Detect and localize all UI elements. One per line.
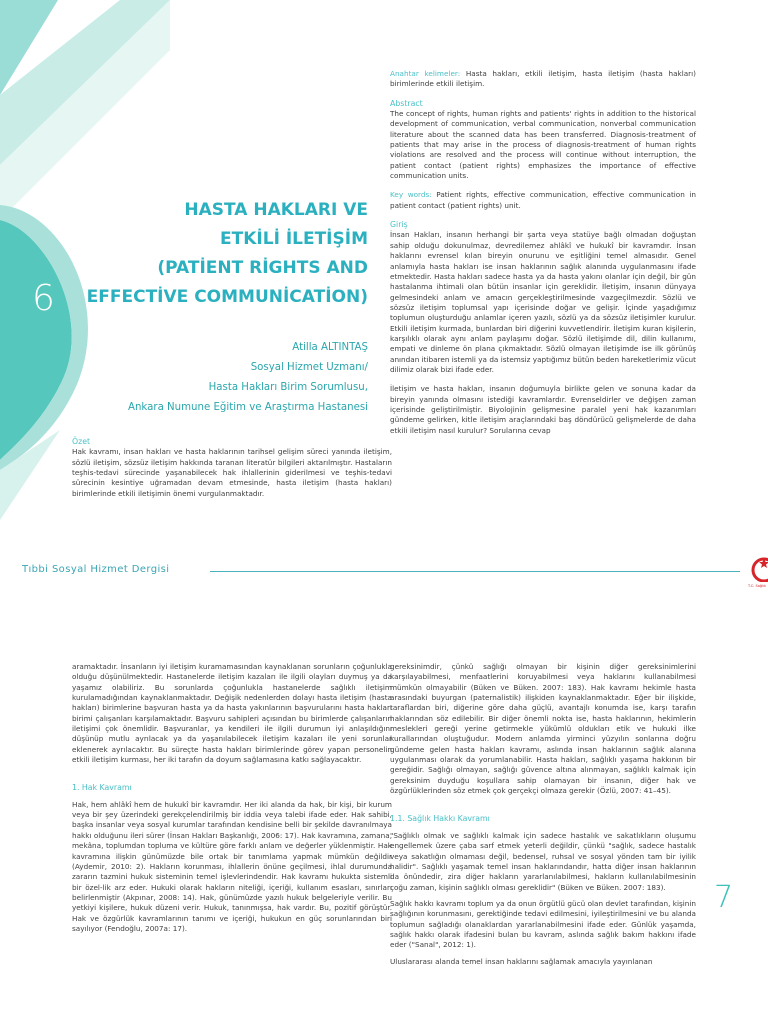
author-role: Sosyal Hizmet Uzmanı/ xyxy=(250,362,368,373)
hak-paragraph: Hak, hem ahlâkî hem de hukukî bir kavramdır. Her iki alanda da hak, bir kişi, bir kurum veya bir şey üzerindeki gerekçelendirilmiş bir iddia veya talebi ifade eder. Hak sahibi, başka insanlar veya sosyal kurumlar tarafından kendisine belli bir şekilde davranılmaya hakkı olduğunu ileri sürer (İnsan Hakları Başkanlığı, 2006: 17). Hak kavramına, zamana, mekâna, toplumdan topluma ve kültüre göre farklı anlam ve değerler yüklenmiştir. Hak kavramına ilişkin günümüzde bile ortak bir tanımlama yapmak mümkün değildir (Aydemir, 2010: 2). Hakların korunması, ihlallerin önüne geçilmesi, ihlal durumunda zararın tazmini hukuk sisteminin temel işlevlerindendir. Hak kavramı hukukta sistemli bir özel-lik arz eder. Hukuki olarak hakların niteliği, içeriği, kullanım esasları, sınırları belirlenmiştir (Akpınar, 2008: 14). Hak, günümüzde yazılı hukuk belgeleriyle verilir. Bu yetkiyi kişilere, hukuk düzeni verir. Hukuk, tanınmışsa, hak vardır. Bu, pozitif görüştür. Hak ve özgürlük kavramlarının tanımı ve içeriği, hukukun en güç sorunlarından biri sayılıyor (Fendoğlu, 2007a: 17). xyxy=(72,799,392,933)
keywords-tr-label: Anahtar kelimeler: xyxy=(390,69,461,78)
footer-rule xyxy=(210,571,740,572)
ministry-logo xyxy=(748,552,768,588)
author-institution: Ankara Numune Eğitim ve Araştırma Hastanesi xyxy=(128,402,368,413)
giris-paragraph: İnsan Hakları, insanın herhangi bir şarta veya statüye bağlı olmadan doğuştan sahip olduğu dokunulmaz, devredilemez ahlâkî ve hukukî bir kavramdır. İnsan haklarını evrensel kılan bireyin onurunu ve eşitliğini temel almasıdır. Genel anlamıyla hasta hakları ise insan haklarının sağlık alanında uygulanmasını ifade etmektedir. Hasta hakları sadece hasta ya da hasta yakını olanlar için değil, bir gün hastalanma ihtimali olan bütün insanlar için gereklidir. İletişim, insanın dünyaya gelmesindeki anlam ve amacın gerçekleştirilmesinde vazgeçilmezdir. Sözlü ve sözsüz iletişim toplumsal yapı içerisinde doğar ve gelişir. İçinde yaşadığımız toplumun oluşturduğu anlamlar içeren yazılı, sözlü ya da sözsüz iletişimler kurulur. Etkili iletişim kurmada, bunlardan biri diğerini kuvvetlendirir. İletişim kuran kişilerin, karşılıklı olarak aynı anlam paylaşımı doğar. Sözlü iletişimde dil, dilin kullanımı, empati ve dinleme ön plana çıkmaktadır. Sözlü olmayan iletişimde ise ilk görünüş anından itibaren istemli ya da istemsiz yaptığımız bütün beden hareketlerimiz vücut dilimiz olarak bizi ifade eder. xyxy=(390,230,696,374)
keywords-en-label: Key words: xyxy=(390,190,432,200)
saglik-paragraph: Uluslararası alanda temel insan haklarını sağlamak amacıyla yayınlanan xyxy=(390,956,653,966)
title-line: (PATİENT RİGHTS AND xyxy=(157,258,368,278)
ozet-text: Hak kavramı, insan hakları ve hasta haklarının tarihsel gelişim süreci yanında iletişim, sözlü iletişim, sözsüz iletişim hakkında taranan literatür bilgileri aktarılmıştır. Hastaların teşhis-tedavi sürecinde yaşanabilecek hak ihlallerinin giderilmesi ve teşhis-tedavi sürecinin kesintiye uğramadan devam etmesinde, hasta iletişim (hasta hakları) birimlerinde etkili iletişimin önemi vurgulanmaktadır. xyxy=(72,447,392,498)
abstract-tr-column xyxy=(72,437,392,499)
saglik-paragraph: Sağlık hakkı kavramı toplum ya da onun örgütlü gücü olan devlet tarafından, kişinin sağlığının korunmasını, gerektiğinde tedavi edilmesini, iyileştirilmesini ve bu alanda toplumun sağladığı olanaklardan yararlanabilmesini ifade eder. Günlük yaşamda, sağlık hakkı olarak ifadesini bulan bu kavram, aslında sağlık bakım hakkını ifade eder ("Sanal", 2012: 1). xyxy=(390,898,696,950)
giris-heading: Giriş xyxy=(390,220,408,230)
author-name: Atilla ALTINTAŞ xyxy=(292,342,368,353)
article-title xyxy=(38,196,368,312)
saglik-heading: 1.1. Sağlık Hakkı Kavramı xyxy=(390,814,490,824)
right-column xyxy=(390,662,696,967)
logo-text: T.C. Sağlık xyxy=(748,584,767,588)
journal-name: Tıbbi Sosyal Hizmet Dergisi xyxy=(22,564,170,575)
keywords-tr-text: Hasta hakları, etkili iletişim, hasta iletişim (hasta hakları) birimlerinde etkili iletişim. xyxy=(390,69,696,89)
page-number: 6 xyxy=(32,278,55,319)
saglik-paragraph: "Sağlıklı olmak ve sağlıklı kalmak için sadece hastalık ve sakatlıkların oluşumu engellemek üzere çaba sarf etmek yeterli değildir, çünkü "sağlık, sadece hastalık veya sakatlığın olmaması değil, bedensel, ruhsal ve sosyal yönden tam bir iyilik halidir". Sağlıklı yaşamak temel insan haklarındandır, hatta diğer insan haklarının da önündedir, zira diğer hakların yararlanılabilmesi, hakların kullanılabilmesinin çoğu zaman, kişinin sağlıklı olması gereklidir" (Büken ve Büken. 2007: 183). xyxy=(390,830,696,892)
page-number: 7 xyxy=(714,880,734,915)
keywords-en-text: Patient rights, effective communication, effective communication in patient contact (patient rights) unit. xyxy=(390,190,696,210)
abstract-text: The concept of rights, human rights and patients' rights in addition to the historical development of communication, verbal communication, nonverbal communication literature about the scanned data has been transferred. Diagnosis-treatment of patients that may arise in the process of diagnosis-treatment of human rights violations are resolved and the process will continue without interruption, the patient contact (patient rights) emphasizes the importance of effective communication units. xyxy=(390,109,696,181)
body-paragraph: gereksinimdir, çünkü sağlığı olmayan bir kişinin diğer gereksinimlerini karşılayabilmesi, menfaatlerini koruyabilmesi veya haklarını kullanabilmesi mümkün olmayabilir (Büken ve Büken. 2007: 183). Hak kavramı hekimle hasta arasındaki buyurgan (paternalistik) ilişkiden kaynaklanmaktadır. Eğer bir ilişkide, taraflardan biri, diğerine göre daha güçlü, avantajlı konumda ise, karşı tarafın haklarından söz edilebilir. Bir diğer önemli nokta ise, hasta haklarının, hekimlerin meslekleri gereği yerine getirmekle yükümlü oldukları etik ve hukuki ilke kurallarından oluştuğudur. Modern anlamda yirminci yüzyılın sonlarına doğru gündeme gelen hasta hakları kavramı, aslında insan haklarının sağlık alanına uygulanması olarak da yorumlanabilir. Hasta hakları, sağlıklı yaşama hakkının bir gereğidir. Sağlığı olmayan, sağlığı güvence altına alınmayan, sağlıklı kalmak için gereksinim duyduğu koşullara sahip olamayan bir insanın, diğer hak ve özgürlüklerinden söz etmek çok gerçekçi olmaza gerekir (Özlü, 2007: 41–45). xyxy=(390,662,696,796)
left-column xyxy=(72,662,392,934)
ozet-heading: Özet xyxy=(72,437,91,446)
title-line: EFFECTİVE COMMUNİCATİON) xyxy=(86,287,368,307)
keywords-tr xyxy=(390,69,696,90)
author-unit: Hasta Hakları Birim Sorumlusu, xyxy=(208,382,368,393)
right-column xyxy=(390,69,696,436)
title-line: ETKİLİ İLETİŞİM xyxy=(220,229,368,249)
hak-heading: 1. Hak Kavramı xyxy=(72,783,132,793)
title-line: HASTA HAKLARI VE xyxy=(184,200,368,220)
body-paragraph: aramaktadır. İnsanların iyi iletişim kuramamasından kaynaklanan sorunların çoğunlukla olduğu düşünülmektedir. Hastanelerde iletişim kazaları ile ilgili olayları duymuş ya da yaşamız olabiliriz. Bu sorunlarda çoğunlukla hastanelerde sağlıklı iletişim kurulamadığından kaynaklanmaktadır. Değişik nedenlerden dolayı hasta iletişim (hasta hakları) birimlerine başvuran hasta ya da hasta yakınlarının başvurularını hasta hakları birimi çalışanları karşılamaktadır. Başvuru sahipleri açısından bu birimlerde çalışanların iletişimi çok önemlidir. Başvuranlar, ya kendileri ile ilgili durumun iyi anlaşıldığını düşünüp mutlu ayrılacak ya da yaşanılabilecek iletişim kazaları ile yeni sorunlar eklenerek ayrılacaktır. Bu süreçte hasta hakları birimlerinde görev yapan personelin etkili iletişim kurması, her iki tarafın da doyum sağlamasına katkı sağlayacaktır. xyxy=(72,662,392,765)
keywords-en xyxy=(390,190,696,211)
giris-paragraph: İletişim ve hasta hakları, insanın doğumuyla birlikte gelen ve sonuna kadar da bireyin yanında olmasını istediği kavramlardır. Evrenseldirler ve değişen zaman içerisinde geliştirilmiştir. Biyolojinin gelişmesine paralel yeni hak kazanımları gündeme gelirken, kitle iletişim araçlarındaki baş döndürücü gelişmelerde de daha etkili iletişim nasıl kurulur? Sorularına cevap xyxy=(390,384,696,435)
author-block xyxy=(38,338,368,418)
crescent-star-icon xyxy=(748,552,768,582)
page-gap xyxy=(0,588,768,650)
abstract-heading: Abstract xyxy=(390,98,423,108)
